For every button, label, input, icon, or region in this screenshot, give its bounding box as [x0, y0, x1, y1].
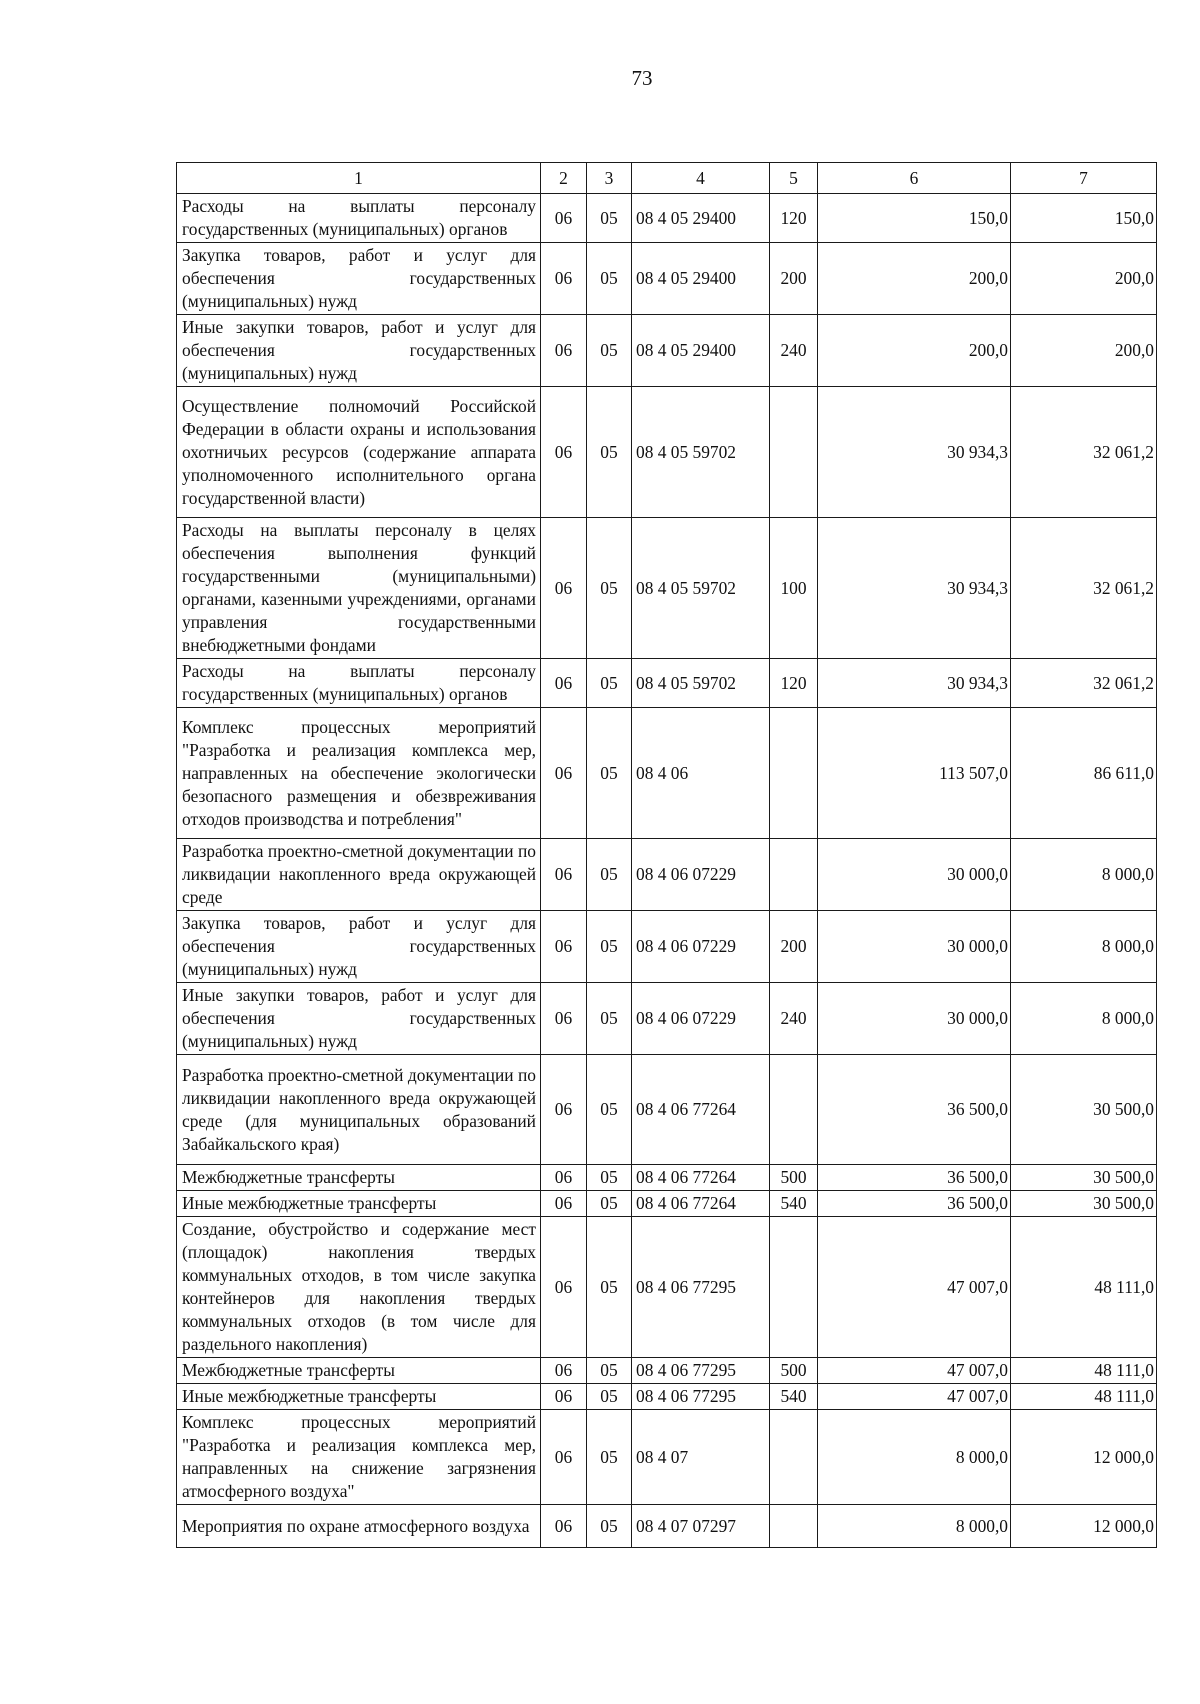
table-row	[177, 518, 1157, 659]
row-subsection-cell: 05	[587, 1217, 632, 1358]
row-target-article-cell: 08 4 05 59702	[632, 387, 770, 518]
header-cell-7: 7	[1011, 163, 1157, 194]
row-section-cell: 06	[541, 243, 587, 315]
row-amount-col7-cell: 8 000,0	[1011, 839, 1157, 911]
table-row	[177, 1505, 1157, 1548]
row-amount-col6-cell: 30 000,0	[818, 911, 1011, 983]
row-name-cell: Расходы на выплаты персоналу государственных (муниципальных) органов	[177, 659, 541, 708]
row-target-article-cell: 08 4 06 77295	[632, 1358, 770, 1384]
row-section-cell: 06	[541, 194, 587, 243]
row-section-cell: 06	[541, 983, 587, 1055]
row-subsection-cell: 05	[587, 194, 632, 243]
row-target-article-cell: 08 4 06 07229	[632, 839, 770, 911]
row-expense-type-cell: 120	[770, 659, 818, 708]
row-expense-type-cell	[770, 387, 818, 518]
row-amount-col7-cell: 200,0	[1011, 243, 1157, 315]
page-number: 73	[631, 66, 653, 90]
row-target-article-cell: 08 4 06 77264	[632, 1165, 770, 1191]
row-amount-col7-cell: 32 061,2	[1011, 387, 1157, 518]
row-amount-col6-cell: 47 007,0	[818, 1358, 1011, 1384]
row-expense-type-cell: 200	[770, 911, 818, 983]
row-amount-col6-cell: 150,0	[818, 194, 1011, 243]
row-name-cell: Иные межбюджетные трансферты	[177, 1191, 541, 1217]
row-amount-col7-cell: 30 500,0	[1011, 1191, 1157, 1217]
table-row	[177, 708, 1157, 839]
table-row	[177, 1165, 1157, 1191]
row-expense-type-cell: 200	[770, 243, 818, 315]
budget-table	[176, 162, 1157, 1548]
row-name-cell: Иные закупки товаров, работ и услуг для обеспечения государственных (муниципальных) нужд	[177, 315, 541, 387]
row-subsection-cell: 05	[587, 1165, 632, 1191]
row-expense-type-cell	[770, 839, 818, 911]
row-amount-col7-cell: 32 061,2	[1011, 659, 1157, 708]
row-amount-col7-cell: 48 111,0	[1011, 1358, 1157, 1384]
header-cell-3: 3	[587, 163, 632, 194]
row-amount-col7-cell: 12 000,0	[1011, 1505, 1157, 1548]
row-section-cell: 06	[541, 1055, 587, 1165]
header-cell-6: 6	[818, 163, 1011, 194]
row-target-article-cell: 08 4 05 29400	[632, 243, 770, 315]
row-amount-col7-cell: 32 061,2	[1011, 518, 1157, 659]
row-expense-type-cell	[770, 1410, 818, 1505]
table-row	[177, 1384, 1157, 1410]
table-row	[177, 1055, 1157, 1165]
row-expense-type-cell: 120	[770, 194, 818, 243]
row-target-article-cell: 08 4 06 77295	[632, 1384, 770, 1410]
table-row	[177, 1217, 1157, 1358]
table-row	[177, 387, 1157, 518]
header-cell-5: 5	[770, 163, 818, 194]
row-target-article-cell: 08 4 05 59702	[632, 659, 770, 708]
row-expense-type-cell: 500	[770, 1358, 818, 1384]
row-expense-type-cell: 500	[770, 1165, 818, 1191]
row-subsection-cell: 05	[587, 911, 632, 983]
row-amount-col6-cell: 47 007,0	[818, 1384, 1011, 1410]
row-section-cell: 06	[541, 387, 587, 518]
row-name-cell: Иные межбюджетные трансферты	[177, 1384, 541, 1410]
row-section-cell: 06	[541, 315, 587, 387]
row-subsection-cell: 05	[587, 983, 632, 1055]
row-subsection-cell: 05	[587, 1358, 632, 1384]
row-amount-col6-cell: 113 507,0	[818, 708, 1011, 839]
row-subsection-cell: 05	[587, 1410, 632, 1505]
row-amount-col7-cell: 150,0	[1011, 194, 1157, 243]
row-amount-col7-cell: 8 000,0	[1011, 983, 1157, 1055]
row-section-cell: 06	[541, 1191, 587, 1217]
row-section-cell: 06	[541, 659, 587, 708]
row-amount-col6-cell: 30 934,3	[818, 518, 1011, 659]
table-row	[177, 1191, 1157, 1217]
row-amount-col7-cell: 12 000,0	[1011, 1410, 1157, 1505]
row-section-cell: 06	[541, 708, 587, 839]
row-target-article-cell: 08 4 05 29400	[632, 315, 770, 387]
row-subsection-cell: 05	[587, 243, 632, 315]
row-expense-type-cell	[770, 1217, 818, 1358]
header-cell-1: 1	[177, 163, 541, 194]
row-name-cell: Закупка товаров, работ и услуг для обеспечения государственных (муниципальных) нужд	[177, 911, 541, 983]
row-amount-col6-cell: 36 500,0	[818, 1191, 1011, 1217]
table-row	[177, 1358, 1157, 1384]
row-target-article-cell: 08 4 06	[632, 708, 770, 839]
row-target-article-cell: 08 4 06 07229	[632, 911, 770, 983]
row-amount-col6-cell: 30 000,0	[818, 839, 1011, 911]
row-target-article-cell: 08 4 07 07297	[632, 1505, 770, 1548]
row-subsection-cell: 05	[587, 518, 632, 659]
row-section-cell: 06	[541, 911, 587, 983]
row-subsection-cell: 05	[587, 1055, 632, 1165]
row-target-article-cell: 08 4 05 29400	[632, 194, 770, 243]
row-amount-col7-cell: 86 611,0	[1011, 708, 1157, 839]
row-subsection-cell: 05	[587, 315, 632, 387]
row-section-cell: 06	[541, 1358, 587, 1384]
row-amount-col6-cell: 30 934,3	[818, 387, 1011, 518]
row-target-article-cell: 08 4 06 77295	[632, 1217, 770, 1358]
row-expense-type-cell: 240	[770, 983, 818, 1055]
table-row	[177, 659, 1157, 708]
row-amount-col6-cell: 200,0	[818, 243, 1011, 315]
row-subsection-cell: 05	[587, 708, 632, 839]
row-expense-type-cell	[770, 1505, 818, 1548]
row-target-article-cell: 08 4 06 77264	[632, 1055, 770, 1165]
row-subsection-cell: 05	[587, 839, 632, 911]
row-amount-col7-cell: 30 500,0	[1011, 1165, 1157, 1191]
row-subsection-cell: 05	[587, 659, 632, 708]
row-subsection-cell: 05	[587, 1505, 632, 1548]
row-section-cell: 06	[541, 1384, 587, 1410]
table-row	[177, 243, 1157, 315]
row-name-cell: Расходы на выплаты персоналу государственных (муниципальных) органов	[177, 194, 541, 243]
row-name-cell: Закупка товаров, работ и услуг для обеспечения государственных (муниципальных) нужд	[177, 243, 541, 315]
row-amount-col7-cell: 8 000,0	[1011, 911, 1157, 983]
table-row	[177, 194, 1157, 243]
table-row	[177, 315, 1157, 387]
table-header-row	[177, 163, 1157, 194]
table-row	[177, 1410, 1157, 1505]
row-section-cell: 06	[541, 839, 587, 911]
header-cell-2: 2	[541, 163, 587, 194]
table-row	[177, 911, 1157, 983]
row-target-article-cell: 08 4 05 59702	[632, 518, 770, 659]
row-target-article-cell: 08 4 06 07229	[632, 983, 770, 1055]
row-amount-col7-cell: 48 111,0	[1011, 1384, 1157, 1410]
row-amount-col6-cell: 30 000,0	[818, 983, 1011, 1055]
row-name-cell: Осуществление полномочий Российской Федерации в области охраны и использования охотничьих ресурсов (содержание аппарата уполномоченного исполнительного органа государственной власти)	[177, 387, 541, 518]
row-name-cell: Создание, обустройство и содержание мест (площадок) накопления твердых коммунальных отходов, в том числе закупка контейнеров для накопления твердых коммунальных отходов (в том числе для раздельного накопления)	[177, 1217, 541, 1358]
row-amount-col6-cell: 200,0	[818, 315, 1011, 387]
row-expense-type-cell: 540	[770, 1191, 818, 1217]
row-section-cell: 06	[541, 1410, 587, 1505]
row-name-cell: Разработка проектно-сметной документации по ликвидации накопленного вреда окружающей среде (для муниципальных образований Забайкальского края)	[177, 1055, 541, 1165]
row-amount-col7-cell: 48 111,0	[1011, 1217, 1157, 1358]
row-section-cell: 06	[541, 518, 587, 659]
table-row	[177, 983, 1157, 1055]
row-target-article-cell: 08 4 06 77264	[632, 1191, 770, 1217]
row-expense-type-cell: 100	[770, 518, 818, 659]
row-amount-col7-cell: 30 500,0	[1011, 1055, 1157, 1165]
row-name-cell: Межбюджетные трансферты	[177, 1165, 541, 1191]
row-subsection-cell: 05	[587, 1191, 632, 1217]
row-target-article-cell: 08 4 07	[632, 1410, 770, 1505]
row-section-cell: 06	[541, 1505, 587, 1548]
row-amount-col6-cell: 8 000,0	[818, 1505, 1011, 1548]
row-amount-col7-cell: 200,0	[1011, 315, 1157, 387]
row-amount-col6-cell: 30 934,3	[818, 659, 1011, 708]
row-name-cell: Комплекс процессных мероприятий "Разработка и реализация комплекса мер, направленных на снижение загрязнения атмосферного воздуха"	[177, 1410, 541, 1505]
row-expense-type-cell: 240	[770, 315, 818, 387]
header-cell-4: 4	[632, 163, 770, 194]
row-section-cell: 06	[541, 1217, 587, 1358]
row-name-cell: Расходы на выплаты персоналу в целях обеспечения выполнения функций государственными (муниципальными) органами, казенными учреждениями, органами управления государственными внебюджетными фондами	[177, 518, 541, 659]
row-expense-type-cell	[770, 708, 818, 839]
row-name-cell: Разработка проектно-сметной документации по ликвидации накопленного вреда окружающей среде	[177, 839, 541, 911]
row-amount-col6-cell: 36 500,0	[818, 1055, 1011, 1165]
row-expense-type-cell	[770, 1055, 818, 1165]
table-row	[177, 839, 1157, 911]
row-section-cell: 06	[541, 1165, 587, 1191]
row-name-cell: Межбюджетные трансферты	[177, 1358, 541, 1384]
row-subsection-cell: 05	[587, 1384, 632, 1410]
row-expense-type-cell: 540	[770, 1384, 818, 1410]
row-name-cell: Иные закупки товаров, работ и услуг для обеспечения государственных (муниципальных) нужд	[177, 983, 541, 1055]
row-amount-col6-cell: 8 000,0	[818, 1410, 1011, 1505]
row-amount-col6-cell: 36 500,0	[818, 1165, 1011, 1191]
row-subsection-cell: 05	[587, 387, 632, 518]
row-name-cell: Мероприятия по охране атмосферного воздуха	[177, 1505, 541, 1548]
row-name-cell: Комплекс процессных мероприятий "Разработка и реализация комплекса мер, направленных на обеспечение экологически безопасного размещения и обезвреживания отходов производства и потребления"	[177, 708, 541, 839]
row-amount-col6-cell: 47 007,0	[818, 1217, 1011, 1358]
